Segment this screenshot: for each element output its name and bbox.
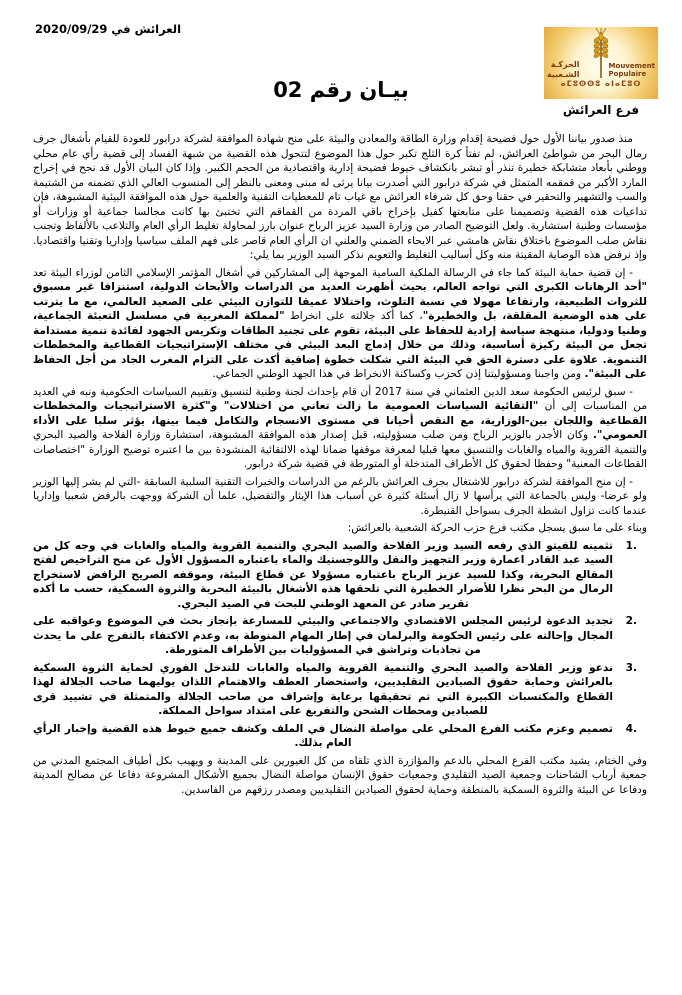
list-item xyxy=(33,539,637,612)
logo-latin-name: Mouvement Populaire xyxy=(608,61,655,78)
list-item xyxy=(33,661,637,719)
intro-text: منذ صدور بياننا الأول حول فضيحة إقدام وزارة الطاقة والمعادن والبيئة على منح شهادة الموافقة لشركة درابور للعودة للقيام بأشغال جرف رمال البحر من شواطئ العرائش، لم تفتأ كرة الثلج تكبر حول هذا الموضوع لتتحول هذه القضية من شبهة الفساد إلى قضية رأي عام محلي ووطني بأبعاد متشابكة خطيرة تنذر أو تبشر بانكشاف خيوط فضيحة إدارية واقتصادية من الحجم الكبير. وإذا كان البيان الأول قد نجح في إخراج المارد الأكبر من قمقمه المتمثل في شركة درابور التي أصدرت بيانا يرثى له مبنى ومعنى بالنظر إلى المنسوب العالي الذي تضمنه من الشتيمة والسب والتشهير والتحقير في حقنا وحق كل شرفاء العرائش مع غياب تام للمعطيات التقنية والعلمية حول هذه الموافقة البيئية المشبوهة، فإن تداعيات هذه القضية وتصميمنا على متابعتها كفيل بإخراج باقي المردة من القماقم التي تختبئ بها كانت مجالسا جماعية أو وزارات أو مؤسسات وطنية استشارية. ولعل التوضيح الصادر من وزارة السيد عزيز الرباح عنوان بارز لمحاولة تغليط الرأي العام والتلاعب بالألفاظ وتجنب نقاش صلب الموضوع باختلاق نقاش هامشي عبر الايحاء الضمني والعلني ان الرأي العام قاصر على فهم الملف سياسيا وإداريا وتقنيا واقتصاديا. وإذ نرفض هذه الوصاية المقيتة منه وكل أساليب التغليط والتعويم نذكر السيد الوزير بما يلي: xyxy=(33,133,647,261)
list-item-number: 2. xyxy=(625,615,637,627)
list-item-number: 3. xyxy=(625,661,637,674)
run: ومن واجبنا ومسؤوليتنا إذن كحزب وكساكنة الانخراط في هذا الجهد الوطني الجماعي. xyxy=(212,368,585,380)
list-item-text: ندعو وزير الفلاحة والصيد البحري والتنمية القروية والمياه والغابات للتدخل الفوري لحماية الثروة السمكية بالعرائش وحماية حقوق الصيادين التقليديين، واستحضار العطف والاهتمام اللذان يوليهما صاحب الجلالة لهذا القطاع والمكتسبات الكبيرة التي تم تحقيقها برعاية وإشراف من صاحب الجلالة والمتمثلة في تشييد قرى للصيادين ومحطات الشحن والتفريغ على امتداد سواحل المملكة. xyxy=(33,661,613,717)
run-bold: "لمملكة المغربية في مسلسل التعبئة الجماعية، وطنيا ودوليا، منتهجة سياسة إرادية للحفاظ على البيئة، تقوم على تجنيد الطاقات وتكريس الجهود لفائدة تنمية مستدامة تجعل من البيئة ركيزة أساسية، وذلك من خلال إدماج البعد البيئي في مختلف الإستراتيجيات القطاعية والمخططات التنموية. علاوة على دسترة الحق في البيئة التي شكلت خطوة إضافية أكدت على التزام المغرب الجاد من أجل الحفاظ على البيئة". xyxy=(33,310,647,380)
list-item-text: تجديد الدعوة لرئيس المجلس الاقتصادي والاجتماعي والبيئي للمسارعة بإنجاز بحث في الموضوع وعواقبه على المجال وإحالته على رئيس الحكومة والبرلمان في إطار المهام المنوطة به، وعدم الاكتفاء بالتفرج على ما يحدث من تجاذبات وتراشق في المسؤوليات بين الأطراف المتورطة. xyxy=(33,615,613,656)
list-item xyxy=(33,722,637,751)
statement-body xyxy=(33,132,647,800)
run: - إن قضية حماية البيئة كما جاء في الرسالة الملكية السامية الموجهة إلى المشاركين في أشغال المؤتمر الإسلامي الثامن لوزراء البيئة تعد xyxy=(33,266,633,279)
list-item xyxy=(33,614,637,658)
run-bold: "أحد الرهانات الكبرى التي تواجه العالم، بحيث أظهرت العديد من الدراسات والأبحاث الدولية، استنزافا غير مسبوق للثروات الطبيعية، وارتفاعا مهولا في نسبة التلوث، واختلالا عميقا للتوازن البيئي على الصعيد العالمي، مع ما يترتب على هذه الوضعية المقلقة، بل والخطيرة" xyxy=(33,281,647,322)
bullet-government-paragraph xyxy=(33,385,647,472)
branch-caption: فرع العرائش xyxy=(562,103,640,117)
list-item-text: تثمينه للفيتو الذي رفعه السيد وزير الفلاحة والصيد البحري والتنمية القروية والمياه والغابات في وجه كل من السيد عبد القادر اعمارة وزير التجهيز والنقل واللوجستيك والماء باعتباره المسؤول الأول عن منح التراخيص لفتح المقالع البحرية، وكذا للسيد عزيز الرباح باعتباره مسؤولا عن قطاع البيئة، وموقفه الصريح الرافض لاستخراج الرمال من البحر نظرا للأضرار الخطيرة التي تلحقها هذه الأشغال بالبيئة البحرية والثروة السمكية، حسب ما أكده تقرير صادر عن المعهد الوطني للبحث في الصيد البحري. xyxy=(33,539,613,610)
closing-paragraph: وفي الختام، يشيد مكتب الفرع المحلي بالدعم والمؤازرة الذي تلقاه من كل الغيورين على المدينة و ويهيب بكل أطياف المجتمع المدني من جمعية أرباب الشاحنات وجمعية الصيد التقليدي وجمعيات حقوق الإنسان مواصلة النضال بجميع الأشكال المشروعة دفاعا عن مصالح المدينة ودفاعا عن البيئة والثروة السمكية بالمنطقة وحماية لحقوق الصيادين التقليديين ومصدر رزقهم من الفاسدين. xyxy=(33,754,647,796)
numbered-list xyxy=(33,539,647,751)
bullet-environment-paragraph xyxy=(33,266,647,382)
party-logo-block xyxy=(544,27,658,117)
bullet-approval-paragraph xyxy=(33,475,647,519)
run: ، كما أكد جلالته على انخراط xyxy=(284,310,423,322)
lead-in-line: وبناء على ما سبق يسجل مكتب فرع حزب الحركة الشعبية بالعرائش: xyxy=(347,522,647,534)
run: وكان الأجدر بالوزير الرباح ومن صلب مسؤوليته، قبل إصدار هذه الموافقة المشبوهة، استشارة وزارة الفلاحة والصيد البحري والتنمية القروية والمياه والغابات والتنسيق معها قبليا لمعرفة موقفها ضمانا لهذه الالتقائية المنشودة بين ما اعتبره توضيح الوزارة "اختصاصات القطاعات المعنية" وحفظا لحقوق كل الأطراف المتدخلة أو المتورطة في قضية شركة درابور. xyxy=(33,429,647,470)
run-bold: "التقائية السياسات العمومية ما زالت تعاني من اختلالات" و"كثرة الاستراتيجيات والمخططات القطاعية واللجان بين-الوزارية، مع النقص أحيانا في مستوى الانسجام والتكامل فيما بينها، يؤثر سلبا على الأداء العمومي". xyxy=(33,400,647,441)
bullet-approval-text: - إن منح الموافقة لشركة درابور للاشتغال بجرف العرائش بالرغم من الدراسات والخبرات التقنية السلبية السابقة -التي لم يشر إليها الوزير ولو عرضا- وليس بالجماعة التي يرأسها لا زال أسئلة كثيرة عن أسباب هذا الإيثار والتفضيل، علما أن الشركة ووجهت بالرفض شعبيا وإداريا عندما كانت تزاول انشطة الجرف بسواحل القنيطرة. xyxy=(33,475,647,517)
intro-paragraph xyxy=(33,132,647,263)
logo-arabic-name: الحركـة الشـعبية xyxy=(547,60,580,79)
list-item-text: تصميم وعزم مكتب الفرع المحلي على مواصلة النضال في الملف وكشف جميع خيوط هذه القضية وإخبار الرأي العام بذلك. xyxy=(33,722,613,749)
logo-tifinagh-text: ⴰⵎⵓⵙⵙⵓ ⴰⵏⴰⵎⵓⵔ xyxy=(560,79,642,88)
statement-title: بيـان رقم 02 xyxy=(273,78,409,102)
document-date: العرائش في 2020/09/29 xyxy=(35,22,182,36)
list-item-number: 1. xyxy=(625,539,637,552)
logo-names-row xyxy=(544,60,658,79)
run: - سبق لرئيس الحكومة سعد الدين العثماني في سنة 2017 أن قام بإحداث لجنة وطنية لتنسيق وتقييم السياسات الحكومية ونبه في العديد من المناسبات إلى أن xyxy=(33,385,647,412)
list-item-number: 4. xyxy=(625,722,637,735)
